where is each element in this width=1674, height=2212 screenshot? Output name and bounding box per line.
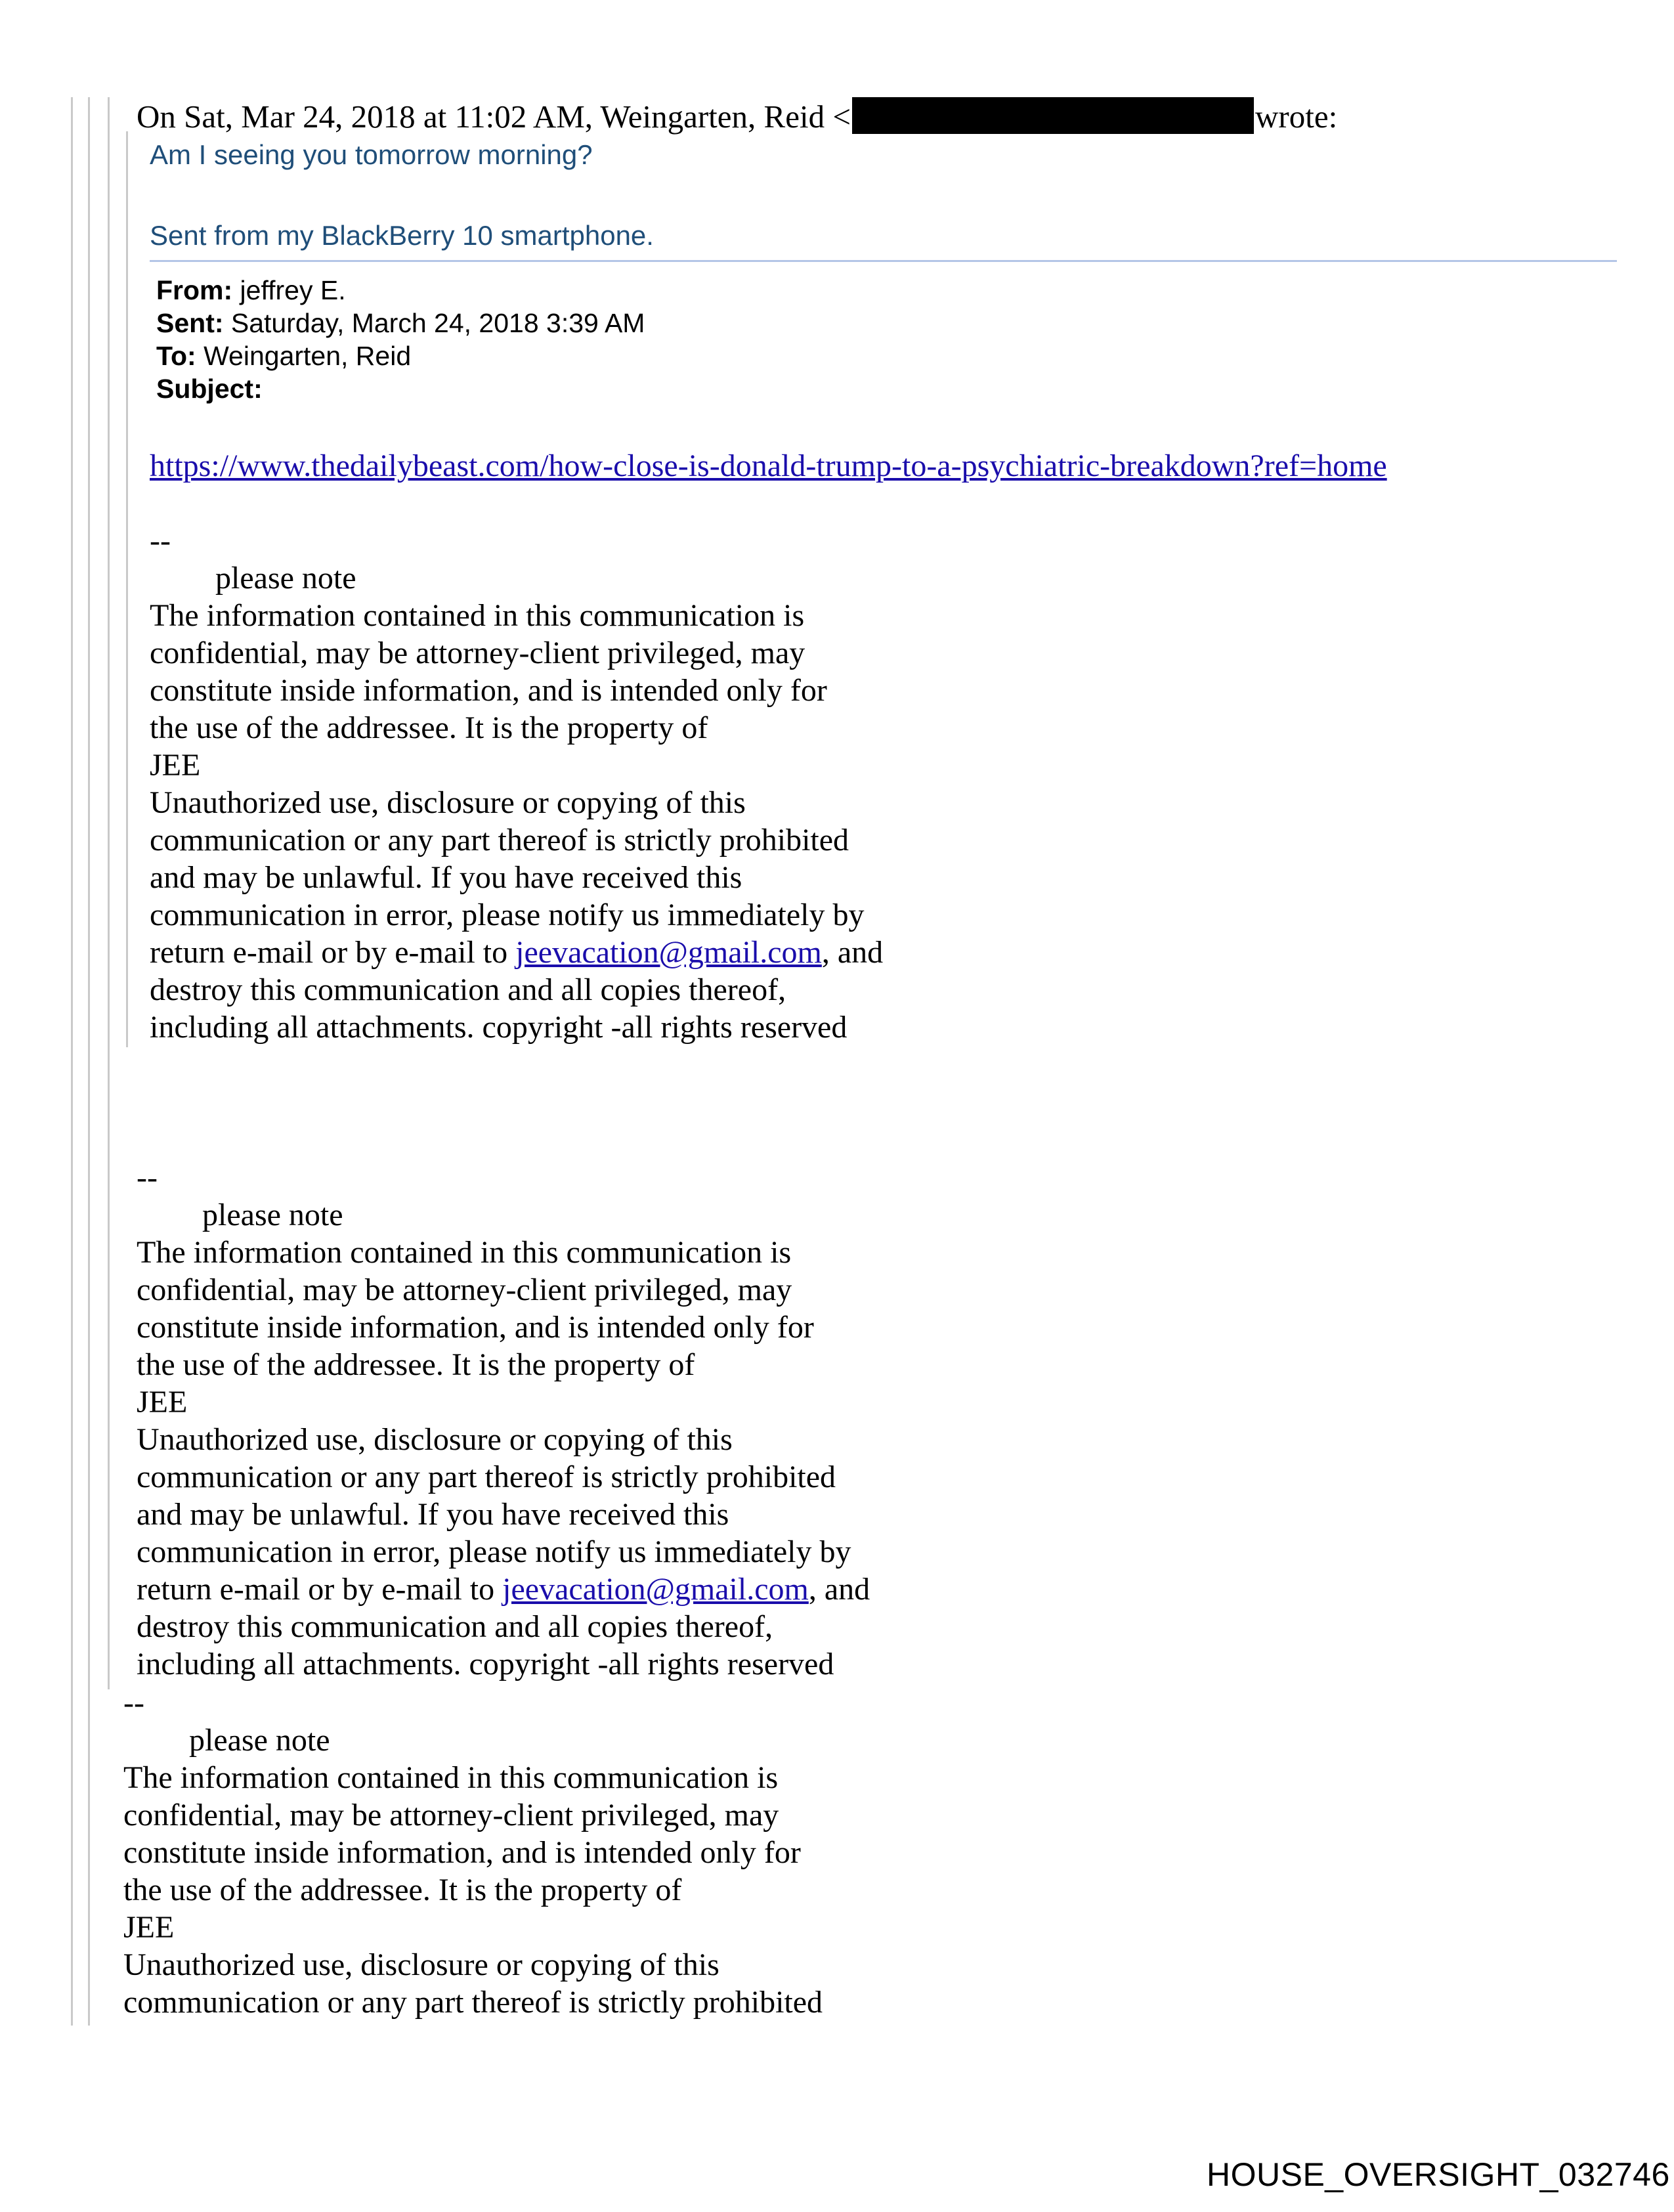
header-divider [150, 260, 1617, 262]
disclaimer-line: Unauthorized use, disclosure or copying of this [123, 1947, 719, 1982]
article-link [150, 450, 1387, 482]
disclaimer-line: communication or any part thereof is strictly prohibited [150, 823, 849, 857]
disclaimer-return-line: return e-mail or by e-mail to jeevacation@gmail.com, and [137, 1572, 870, 1607]
reply-header-prefix: On Sat, Mar 24, 2018 at 11:02 AM, Weingarten, Reid < [137, 98, 851, 135]
disclaimer-note: please note [189, 1723, 330, 1758]
disclaimer-line: JEE [150, 748, 201, 783]
quote-bar-outer [71, 97, 73, 2026]
disclaimer-line: communication or any part thereof is strictly prohibited [123, 1985, 823, 2020]
disclaimer-note: please note [202, 1198, 343, 1232]
disclaimer-line: constitute inside information, and is intended only for [137, 1310, 814, 1345]
bates-number: HOUSE_OVERSIGHT_032746 [1207, 2156, 1670, 2193]
disclaimer-line: confidential, may be attorney-client privileged, may [123, 1798, 779, 1832]
disclaimer-line: confidential, may be attorney-client privileged, may [150, 636, 805, 670]
disclaimer-line: constitute inside information, and is intended only for [150, 673, 827, 708]
quote-bar-middle [88, 97, 90, 2026]
disclaimer-line: the use of the addressee. It is the property of [123, 1873, 682, 1907]
from-line: From: jeffrey E. [156, 275, 346, 305]
disclaimer-line: including all attachments. copyright -all rights reserved [150, 1010, 848, 1045]
disclaimer-dashes: -- [123, 1685, 144, 1720]
disclaimer-line: The information contained in this communication is [123, 1760, 779, 1795]
disclaimer-line: and may be unlawful. If you have received this [137, 1497, 729, 1532]
disclaimer-line: The information contained in this communication is [137, 1235, 792, 1270]
disclaimer-line: the use of the addressee. It is the property of [150, 710, 708, 745]
sent-line: Sent: Saturday, March 24, 2018 3:39 AM [156, 308, 645, 338]
disclaimer-line: destroy this communication and all copies thereof, [137, 1609, 773, 1644]
message-signature: Sent from my BlackBerry 10 smartphone. [150, 220, 654, 251]
disclaimer-dashes: -- [150, 523, 171, 558]
disclaimer-line: Unauthorized use, disclosure or copying of this [137, 1422, 733, 1457]
subject-line: Subject: [156, 374, 263, 404]
disclaimer-line: and may be unlawful. If you have received this [150, 860, 742, 895]
disclaimer-line: constitute inside information, and is intended only for [123, 1835, 801, 1870]
to-line: To: Weingarten, Reid [156, 341, 412, 371]
disclaimer-line: The information contained in this communication is [150, 598, 805, 633]
redaction-box [852, 97, 1254, 134]
disclaimer-line: JEE [137, 1385, 188, 1420]
quote-bar-inner [108, 97, 110, 1689]
disclaimer-line: destroy this communication and all copies thereof, [150, 972, 786, 1007]
disclaimer-line: confidential, may be attorney-client privileged, may [137, 1272, 792, 1307]
disclaimer-line: communication in error, please notify us immediately by [150, 898, 865, 932]
reply-header-suffix: wrote: [1255, 98, 1338, 135]
disclaimer-note: please note [215, 561, 356, 596]
disclaimer-line: communication in error, please notify us immediately by [137, 1534, 851, 1569]
disclaimer-line: the use of the addressee. It is the property of [137, 1347, 695, 1382]
disclaimer-line: including all attachments. copyright -all rights reserved [137, 1647, 834, 1681]
disclaimer-return-line: return e-mail or by e-mail to jeevacation@gmail.com, and [150, 935, 884, 970]
disclaimer-line: JEE [123, 1910, 175, 1945]
disclaimer-dashes: -- [137, 1160, 158, 1195]
disclaimer-line: Unauthorized use, disclosure or copying of this [150, 785, 746, 820]
article-url-link[interactable]: https://www.thedailybeast.com/how-close-is-donald-trump-to-a-psychiatric-breakdown?ref=home [150, 448, 1387, 483]
quote-bar-innermost [126, 131, 128, 1047]
email-link[interactable]: jeevacation@gmail.com [515, 935, 822, 970]
message-body: Am I seeing you tomorrow morning? [150, 139, 593, 170]
disclaimer-line: communication or any part thereof is strictly prohibited [137, 1460, 836, 1494]
email-link[interactable]: jeevacation@gmail.com [502, 1572, 809, 1607]
